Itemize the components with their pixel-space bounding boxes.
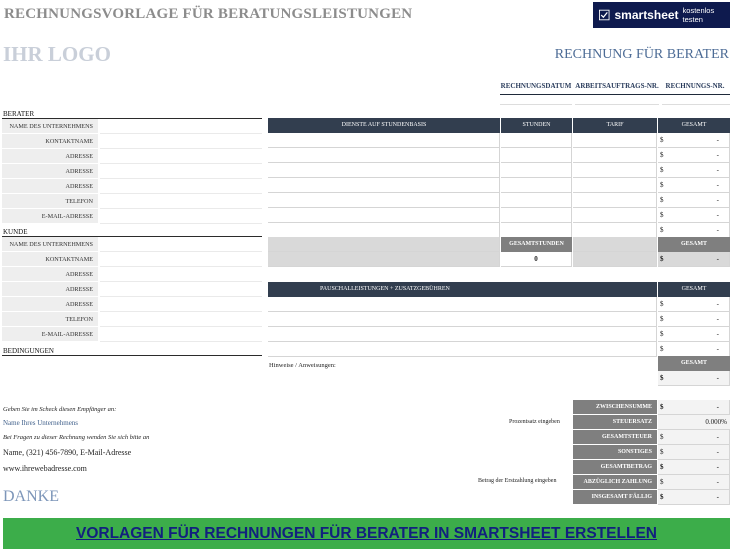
currency-symbol: $	[660, 226, 664, 234]
hourly-service-cell[interactable]	[268, 133, 500, 148]
flat-total-value	[658, 371, 730, 386]
summary-subtotal-label: ZWISCHENSUMME	[573, 400, 657, 415]
client-field-label: ADRESSE	[2, 282, 98, 297]
consultant-field-input[interactable]	[100, 179, 262, 194]
amount-cell	[658, 193, 730, 208]
hourly-service-cell[interactable]	[268, 208, 500, 223]
hours-cell[interactable]	[501, 178, 572, 193]
currency-symbol: $	[660, 345, 664, 353]
client-field-label: KONTAKTNAME	[2, 252, 98, 267]
smartsheet-banner[interactable]	[3, 518, 730, 549]
rate-cell[interactable]	[573, 193, 657, 208]
client-field-label: E-MAIL-ADRESSE	[2, 327, 98, 342]
hourly-service-cell[interactable]	[268, 193, 500, 208]
client-section-label: KUNDE	[3, 228, 28, 236]
rate-cell[interactable]	[573, 148, 657, 163]
consultant-field-label: ADRESSE	[2, 149, 98, 164]
currency-symbol: $	[660, 448, 664, 456]
client-field-label: NAME DES UNTERNEHMENS	[2, 237, 98, 252]
hours-cell[interactable]	[501, 133, 572, 148]
consultant-field-label: TELEFON	[2, 194, 98, 209]
terms-section-label: BEDINGUNGEN	[3, 347, 54, 355]
amount-dash: -	[716, 166, 719, 174]
amount-dash: -	[716, 403, 719, 411]
logo-placeholder: IHR LOGO	[3, 42, 111, 66]
create-templates-link[interactable]: VORLAGEN FÜR RECHNUNGEN FÜR BERATER IN SMARTSHEET ERSTELLEN	[76, 524, 657, 542]
client-field-input[interactable]	[100, 297, 262, 312]
invoice-date-field[interactable]	[500, 95, 572, 105]
amount-cell	[658, 133, 730, 148]
consultant-field-label: ADRESSE	[2, 164, 98, 179]
currency-symbol: $	[660, 463, 664, 471]
amount-cell	[658, 163, 730, 178]
smartsheet-trial-button[interactable]	[593, 2, 730, 28]
amount-dash: -	[716, 151, 719, 159]
hourly-total-label: GESAMT	[658, 237, 730, 252]
currency-symbol: $	[660, 433, 664, 441]
company-name-text: Name Ihres Unternehmens	[3, 419, 79, 427]
amount-cell	[658, 148, 730, 163]
currency-symbol: $	[660, 330, 664, 338]
currency-symbol: $	[660, 151, 664, 159]
amount-dash: -	[716, 196, 719, 204]
currency-symbol: $	[660, 315, 664, 323]
hourly-service-cell[interactable]	[268, 223, 500, 238]
consultant-field-label: KONTAKTNAME	[2, 134, 98, 149]
smartsheet-logo-icon	[599, 9, 610, 21]
summary-other-value	[658, 445, 730, 460]
client-field-input[interactable]	[100, 252, 262, 267]
currency-symbol: $	[660, 374, 664, 382]
amount-dash: -	[716, 330, 719, 338]
hourly-total-value	[658, 252, 730, 267]
hourly-service-cell[interactable]	[268, 163, 500, 178]
amount-dash: -	[716, 433, 719, 441]
client-field-input[interactable]	[100, 327, 262, 342]
rate-cell[interactable]	[573, 223, 657, 238]
questions-note: Bei Fragen zu dieser Rechnung wenden Sie sich bitte an	[3, 434, 150, 441]
flat-fee-cell[interactable]	[268, 312, 657, 327]
rate-header: TARIF	[573, 118, 657, 133]
currency-symbol: $	[660, 196, 664, 204]
amount-cell	[658, 327, 730, 342]
amount-dash: -	[716, 255, 719, 263]
currency-symbol: $	[660, 181, 664, 189]
amount-dash: -	[716, 493, 719, 501]
summary-total-tax-value	[658, 430, 730, 445]
rate-cell[interactable]	[573, 133, 657, 148]
consultant-field-label: E-MAIL-ADRESSE	[2, 209, 98, 224]
hours-header: STUNDEN	[501, 118, 572, 133]
currency-symbol: $	[660, 403, 664, 411]
amount-dash: -	[716, 448, 719, 456]
flat-total-label: GESAMT	[658, 356, 730, 371]
currency-symbol: $	[660, 478, 664, 486]
total-hours-spacer	[268, 237, 500, 252]
tax-rate-hint: Prozentsatz eingeben	[509, 419, 560, 425]
document-title: RECHNUNGSVORLAGE FÜR BERATUNGSLEISTUNGEN	[4, 6, 413, 22]
notes-label: Hinweise / Anweisungen:	[269, 362, 336, 369]
client-field-label: ADRESSE	[2, 267, 98, 282]
hourly-service-cell[interactable]	[268, 178, 500, 193]
hours-cell[interactable]	[501, 193, 572, 208]
invoice-date-header: RECHNUNGSDATUM	[500, 82, 572, 90]
consultant-field-input[interactable]	[100, 119, 262, 134]
rate-cell[interactable]	[573, 178, 657, 193]
hours-cell[interactable]	[501, 148, 572, 163]
consultant-field-input[interactable]	[100, 134, 262, 149]
invoice-number-field[interactable]	[662, 95, 730, 105]
summary-total-tax-label: GESAMTSTEUER	[573, 430, 657, 445]
amount-cell	[658, 312, 730, 327]
terms-divider	[2, 355, 262, 356]
amount-cell	[658, 342, 730, 357]
summary-total-due-label: INSGESAMT FÄLLIG	[573, 490, 657, 505]
amount-cell	[658, 208, 730, 223]
summary-tax-rate-label: STEUERSATZ	[573, 415, 657, 430]
invoice-title: RECHNUNG FÜR BERATER	[554, 47, 729, 62]
rate-cell[interactable]	[573, 208, 657, 223]
check-payable-note: Geben Sie im Scheck diesen Empfänger an:	[3, 406, 117, 413]
currency-symbol: $	[660, 255, 664, 263]
amount-dash: -	[716, 226, 719, 234]
amount-cell	[658, 178, 730, 193]
total-header: GESAMT	[658, 118, 730, 133]
deposit-hint: Betrag der Erstzahlung eingeben	[478, 478, 557, 484]
amount-dash: -	[716, 211, 719, 219]
amount-dash: -	[716, 315, 719, 323]
summary-other-label: SONSTIGES	[573, 445, 657, 460]
summary-total-due-value	[658, 490, 730, 505]
summary-less-payment-value	[658, 475, 730, 490]
currency-symbol: $	[660, 166, 664, 174]
flat-fee-cell[interactable]	[268, 342, 657, 357]
currency-symbol: $	[660, 136, 664, 144]
consultant-field-input[interactable]	[100, 209, 262, 224]
consultant-field-label: NAME DES UNTERNEHMENS	[2, 119, 98, 134]
total-hours-rate-spacer	[573, 237, 657, 252]
consultant-section-label: BERATER	[3, 110, 35, 118]
client-field-input[interactable]	[100, 237, 262, 252]
hourly-service-header: DIENSTE AUF STUNDENBASIS	[268, 118, 500, 133]
amount-dash: -	[716, 463, 719, 471]
work-order-field[interactable]	[575, 95, 659, 105]
total-hours-spacer-2	[268, 252, 500, 267]
brand-tagline: kostenlos testen	[682, 6, 715, 24]
amount-dash: -	[716, 300, 719, 308]
brand-name: smartsheet	[614, 8, 679, 22]
hours-cell[interactable]	[501, 223, 572, 238]
amount-dash: -	[716, 345, 719, 353]
rate-cell[interactable]	[573, 163, 657, 178]
work-order-header: ARBEITSAUFTRAGS-NR.	[575, 82, 659, 90]
invoice-number-header: RECHNUNGS-NR.	[665, 82, 725, 90]
flat-total-header: GESAMT	[658, 282, 730, 297]
consultant-field-input[interactable]	[100, 164, 262, 179]
website-link[interactable]: www.ihrewebadresse.com	[3, 464, 87, 473]
total-hours-label: GESAMTSTUNDEN	[501, 237, 572, 252]
total-hours-value: 0	[501, 252, 572, 267]
flat-fee-cell[interactable]	[268, 297, 657, 312]
hours-cell[interactable]	[501, 208, 572, 223]
consultant-field-label: ADRESSE	[2, 179, 98, 194]
client-field-input[interactable]	[100, 282, 262, 297]
client-field-input[interactable]	[100, 267, 262, 282]
tax-rate-value[interactable]: 0.000%	[658, 415, 730, 430]
amount-cell	[658, 297, 730, 312]
amount-cell	[658, 223, 730, 238]
client-field-label: TELEFON	[2, 312, 98, 327]
currency-symbol: $	[660, 211, 664, 219]
flat-fee-header: PAUSCHALLEISTUNGEN + ZUSATZGEBÜHREN	[268, 282, 657, 297]
summary-subtotal-value	[658, 400, 730, 415]
hours-cell[interactable]	[501, 163, 572, 178]
client-field-input[interactable]	[100, 312, 262, 327]
amount-dash: -	[716, 478, 719, 486]
thank-you-text: DANKE	[3, 488, 59, 505]
currency-symbol: $	[660, 300, 664, 308]
contact-info: Name, (321) 456-7890, E-Mail-Adresse	[3, 448, 132, 457]
amount-dash: -	[716, 374, 719, 382]
consultant-field-input[interactable]	[100, 194, 262, 209]
summary-less-payment-label: ABZÜGLICH ZAHLUNG	[573, 475, 657, 490]
summary-total-amount-value	[658, 460, 730, 475]
amount-dash: -	[716, 181, 719, 189]
hourly-service-cell[interactable]	[268, 148, 500, 163]
consultant-field-input[interactable]	[100, 149, 262, 164]
currency-symbol: $	[660, 493, 664, 501]
flat-fee-cell[interactable]	[268, 327, 657, 342]
summary-total-amount-label: GESAMTBETRAG	[573, 460, 657, 475]
client-field-label: ADRESSE	[2, 297, 98, 312]
total-hours-rate-spacer-2	[573, 252, 657, 267]
amount-dash: -	[716, 136, 719, 144]
